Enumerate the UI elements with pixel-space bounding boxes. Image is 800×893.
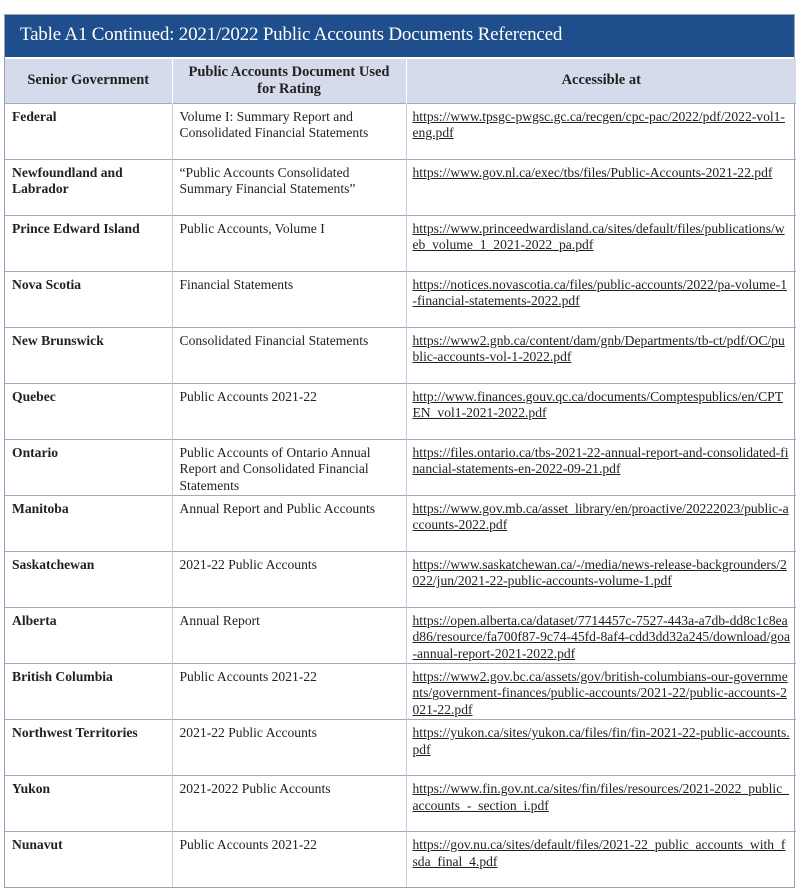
header-document-used: Public Accounts Document Used for Rating — [172, 59, 406, 103]
url-link[interactable]: https://www.saskatchewan.ca/-/media/news-release-backgrounders/2022/jun/2021-22-public-accounts-volume-1.pdf — [406, 551, 796, 607]
table-row — [5, 719, 796, 775]
url-link[interactable]: https://files.ontario.ca/tbs-2021-22-annual-report-and-consolidated-financial-statements-en-2022-09-21.pdf — [406, 439, 796, 495]
government-cell: Nunavut — [5, 831, 172, 887]
document-cell: Public Accounts, Volume I — [172, 215, 406, 271]
table-row — [5, 215, 796, 271]
document-cell: “Public Accounts Consolidated Summary Financial Statements” — [172, 159, 406, 215]
government-cell: Nova Scotia — [5, 271, 172, 327]
url-link[interactable]: https://open.alberta.ca/dataset/7714457c-7527-443a-a7db-dd8c1c8ead86/resource/fa700f87-9c74-45fd-8af4-cdd3dd32a245/download/goa-annual-report-2021-2022.pdf — [406, 607, 796, 663]
table-row — [5, 383, 796, 439]
url-link[interactable]: https://www.tpsgc-pwgsc.gc.ca/recgen/cpc-pac/2022/pdf/2022-vol1-eng.pdf — [406, 103, 796, 159]
header-senior-government: Senior Government — [5, 59, 172, 103]
document-cell: Public Accounts of Ontario Annual Report and Consolidated Financial Statements — [172, 439, 406, 495]
government-cell: Quebec — [5, 383, 172, 439]
table-row — [5, 327, 796, 383]
table-row — [5, 159, 796, 215]
document-cell: Annual Report — [172, 607, 406, 663]
document-cell: 2021-2022 Public Accounts — [172, 775, 406, 831]
table-row — [5, 831, 796, 887]
table-row — [5, 271, 796, 327]
url-link[interactable]: https://www2.gov.bc.ca/assets/gov/british-columbians-our-governments/government-finances/public-accounts/2021-22/public-accounts-2021-22.pdf — [406, 663, 796, 719]
government-cell: Saskatchewan — [5, 551, 172, 607]
document-cell: Public Accounts 2021-22 — [172, 383, 406, 439]
document-cell: 2021-22 Public Accounts — [172, 719, 406, 775]
document-cell: Financial Statements — [172, 271, 406, 327]
government-cell: Manitoba — [5, 495, 172, 551]
document-cell: Volume I: Summary Report and Consolidated Financial Statements — [172, 103, 406, 159]
url-link[interactable]: https://www.princeedwardisland.ca/sites/default/files/publications/web_volume_1_2021-2022_pa.pdf — [406, 215, 796, 271]
table-row — [5, 775, 796, 831]
url-link[interactable]: https://www.gov.mb.ca/asset_library/en/proactive/20222023/public-accounts-2022.pdf — [406, 495, 796, 551]
table-row — [5, 663, 796, 719]
government-cell: Yukon — [5, 775, 172, 831]
government-cell: Northwest Territories — [5, 719, 172, 775]
url-link[interactable]: https://www.gov.nl.ca/exec/tbs/files/Public-Accounts-2021-22.pdf — [406, 159, 796, 215]
document-cell: Consolidated Financial Statements — [172, 327, 406, 383]
table-row — [5, 607, 796, 663]
table-row — [5, 103, 796, 159]
table-row — [5, 439, 796, 495]
accounts-table — [5, 59, 796, 887]
document-cell: 2021-22 Public Accounts — [172, 551, 406, 607]
government-cell: Newfoundland and Labrador — [5, 159, 172, 215]
government-cell: Ontario — [5, 439, 172, 495]
document-cell: Public Accounts 2021-22 — [172, 663, 406, 719]
url-link[interactable]: https://yukon.ca/sites/yukon.ca/files/fin/fin-2021-22-public-accounts.pdf — [406, 719, 796, 775]
public-accounts-table-panel — [4, 14, 795, 888]
url-link[interactable]: https://gov.nu.ca/sites/default/files/2021-22_public_accounts_with_fsda_final_4.pdf — [406, 831, 796, 887]
government-cell: Alberta — [5, 607, 172, 663]
url-link[interactable]: https://www2.gnb.ca/content/dam/gnb/Departments/tb-ct/pdf/OC/public-accounts-vol-1-2022.pdf — [406, 327, 796, 383]
document-cell: Public Accounts 2021-22 — [172, 831, 406, 887]
government-cell: Prince Edward Island — [5, 215, 172, 271]
header-row — [5, 59, 796, 103]
header-accessible-at: Accessible at — [406, 59, 796, 103]
url-link[interactable]: http://www.finances.gouv.qc.ca/documents/Comptespublics/en/CPTEN_vol1-2021-2022.pdf — [406, 383, 796, 439]
government-cell: British Columbia — [5, 663, 172, 719]
url-link[interactable]: https://notices.novascotia.ca/files/public-accounts/2022/pa-volume-1-financial-statements-2022.pdf — [406, 271, 796, 327]
url-link[interactable]: https://www.fin.gov.nt.ca/sites/fin/files/resources/2021-2022_public_accounts_-_section_i.pdf — [406, 775, 796, 831]
table-row — [5, 495, 796, 551]
table-title: Table A1 Continued: 2021/2022 Public Accounts Documents Referenced — [5, 15, 794, 59]
government-cell: Federal — [5, 103, 172, 159]
table-row — [5, 551, 796, 607]
government-cell: New Brunswick — [5, 327, 172, 383]
document-cell: Annual Report and Public Accounts — [172, 495, 406, 551]
